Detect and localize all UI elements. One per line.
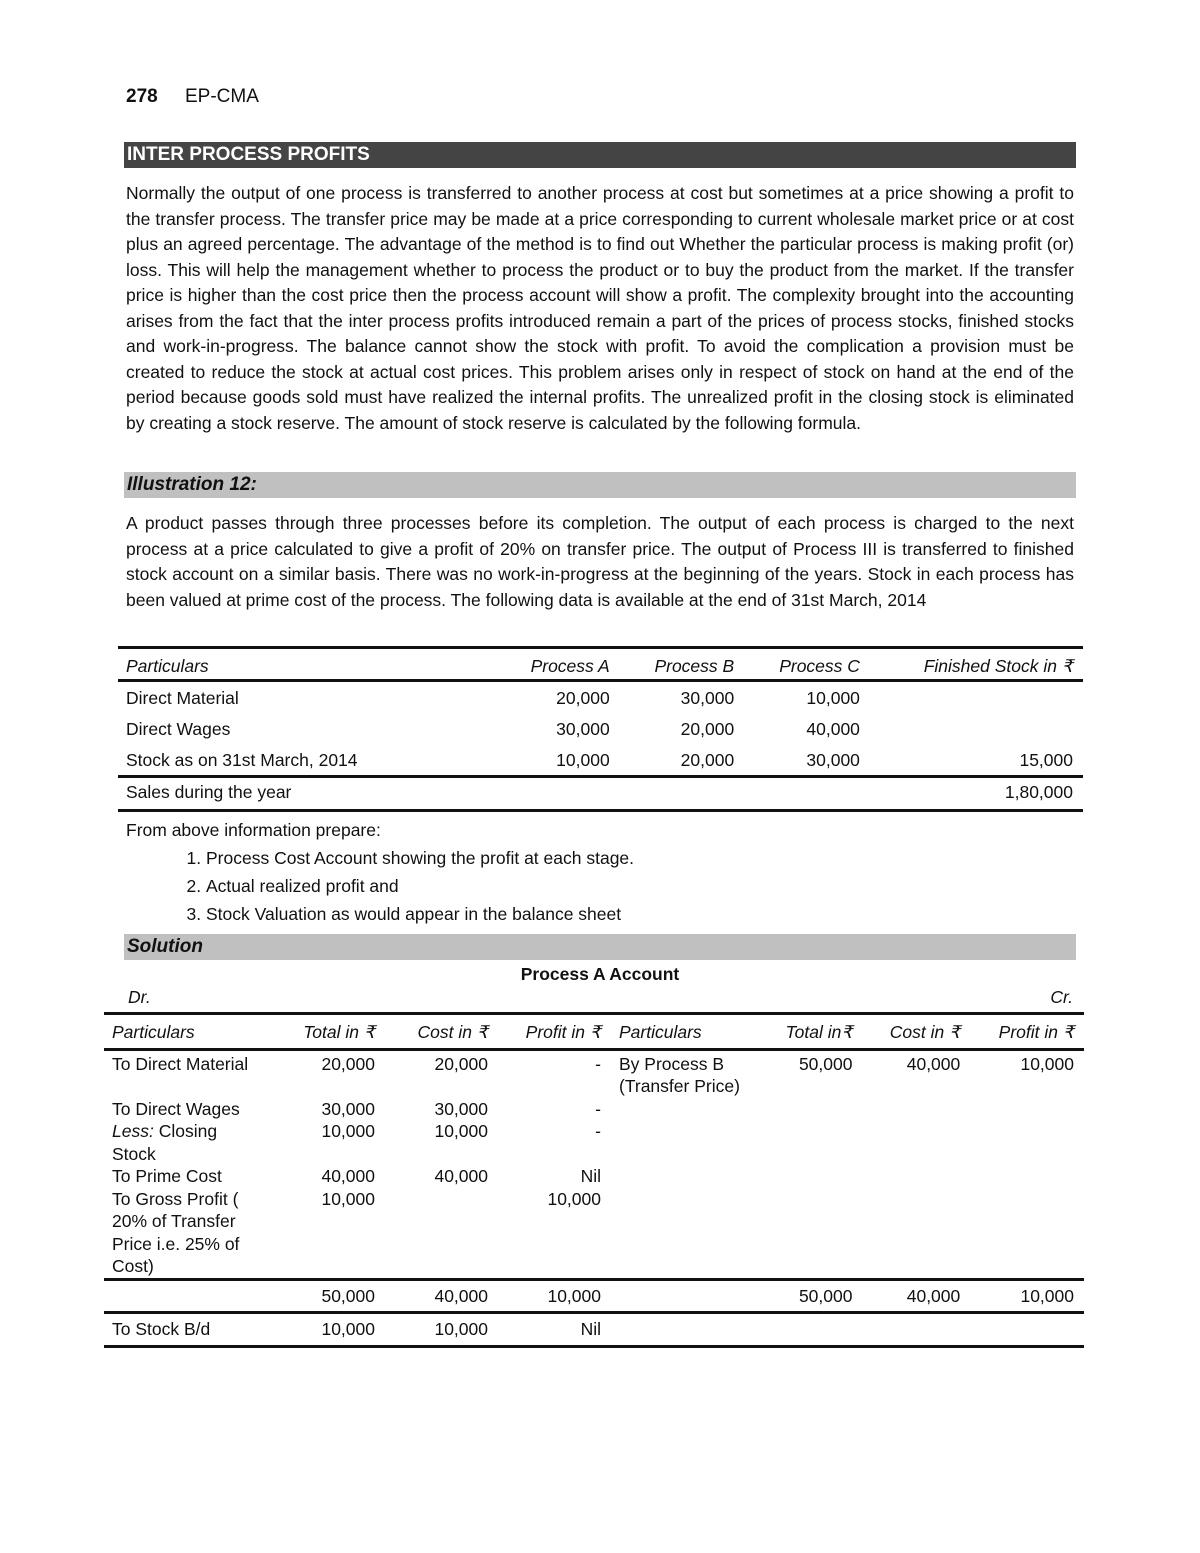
table-header-row — [118, 648, 1083, 681]
cell: 30,000 — [556, 719, 610, 739]
col-header: Cost in ₹ — [862, 1014, 970, 1050]
cell: 10,000 — [434, 1121, 488, 1141]
cell: Nil — [580, 1166, 601, 1186]
cell: 10,000 — [806, 688, 860, 708]
process-a-account-table — [104, 1012, 1084, 1348]
cell: To Stock B/d — [104, 1313, 272, 1347]
table-row — [118, 777, 1083, 811]
cell: 50,000 — [798, 1053, 853, 1074]
cell — [385, 1188, 498, 1280]
stock-bd-row — [104, 1313, 1084, 1347]
cell: To Gross Profit ( 20% of Transfer Price i.e. 25% of Cost) — [112, 1188, 240, 1276]
cell: 10,000 — [321, 1188, 375, 1209]
illustration-paragraph: A product passes through three processes before its completion. The output of each process is charged to the next process at a price calculated to give a profit of 20% on transfer price. The output of Process III is transferred to finished stock account on a similar basis. There was no work-in-progress at the beginning of the years. Stock in each process has been valued at prime cost of the process. The following data is available at the end of 31st March, 2014 — [126, 513, 1074, 610]
cell: 40,000 — [906, 1053, 961, 1074]
cell: Sales during the year — [118, 777, 496, 811]
cell: To Direct Wages — [112, 1098, 240, 1119]
book-code: EP-CMA — [184, 86, 259, 107]
col-header: Particulars — [118, 648, 496, 681]
table-row — [104, 1049, 1084, 1098]
cell: 20,000 — [556, 688, 610, 708]
cell: Stock as on 31st March, 2014 — [118, 744, 496, 777]
cell: 20,000 — [680, 719, 735, 739]
cell: 30,000 — [321, 1098, 375, 1119]
table-row — [104, 1188, 1084, 1280]
cell: 1,80,000 — [870, 777, 1083, 811]
table-row — [104, 1120, 1084, 1165]
cell: - — [595, 1121, 601, 1141]
intro-paragraph: Normally the output of one process is transferred to another process at cost but sometimes at a price showing a profit to the transfer process. The transfer price may be made at a price corresponding to current wholesale market price or at cost plus an agreed percentage. The advantage of the method is to find out Whether the particular process is making profit (or) loss. This will help the management whether to process the product or to buy the product from the market. If the transfer price is higher than the cost price then the process account will show a profit. The complexity brought into the accounting arises from the fact that the inter process profits introduced remain a part of the prices of process stocks, finished stocks and work-in-progress. The balance cannot show the stock with profit. To avoid the complication a provision must be created to reduce the stock at actual cost prices. This problem arises only in respect of stock on hand at the end of the period because goods sold must have realized the internal profits. The unrealized profit in the closing stock is eliminated by creating a stock reserve. The amount of stock reserve is calculated by the following formula. — [126, 183, 1074, 433]
cell: 30,000 — [744, 744, 870, 777]
illustration-data-table — [118, 646, 1083, 812]
cell — [620, 777, 745, 811]
cell: 30,000 — [434, 1098, 488, 1119]
cell — [870, 713, 1083, 744]
cell: 20,000 — [620, 744, 745, 777]
table-header-row — [104, 1014, 1084, 1050]
cell: 50,000 — [272, 1279, 385, 1313]
cell — [496, 777, 620, 811]
table-row — [118, 744, 1083, 777]
col-header: Total in ₹ — [272, 1014, 385, 1050]
col-header: Particulars — [104, 1014, 272, 1050]
prepare-list — [126, 816, 634, 928]
cell: By Process B (Transfer Price) — [619, 1053, 740, 1096]
cr-label: Cr. — [1050, 987, 1073, 1007]
cell: 10,000 — [1020, 1053, 1074, 1074]
cell: 10,000 — [970, 1279, 1084, 1313]
list-item: 2. Actual realized profit and — [206, 872, 634, 900]
cell: 10,000 — [496, 744, 620, 777]
illustration-title: Illustration 12: — [124, 472, 1076, 498]
cell — [870, 681, 1083, 714]
col-header: Profit in ₹ — [970, 1014, 1084, 1050]
cell — [744, 777, 870, 811]
cell: 40,000 — [385, 1279, 498, 1313]
cell: 40,000 — [862, 1279, 970, 1313]
col-header: Particulars — [611, 1014, 759, 1050]
col-header: Process C — [744, 648, 870, 681]
cell: Nil — [498, 1313, 611, 1347]
cell: Direct Material — [126, 688, 239, 708]
list-item: 1. Process Cost Account showing the profit at each stage. — [206, 844, 634, 872]
cell: 30,000 — [680, 688, 735, 708]
list-item: 3. Stock Valuation as would appear in the balance sheet — [206, 900, 634, 928]
table-row — [118, 713, 1083, 744]
section-title: INTER PROCESS PROFITS — [124, 142, 1076, 168]
cell: Less: Closing Stock — [112, 1121, 218, 1164]
col-header: Finished Stock in ₹ — [870, 648, 1083, 681]
cell: 10,000 — [547, 1188, 601, 1209]
cell: - — [595, 1098, 601, 1119]
page-number: 278 — [126, 86, 158, 107]
cell: To Direct Material — [112, 1053, 249, 1074]
cell: 20,000 — [434, 1053, 488, 1074]
cell: To Prime Cost — [112, 1166, 222, 1186]
cell: 40,000 — [434, 1166, 488, 1186]
cell: 20,000 — [321, 1053, 375, 1074]
cell: 10,000 — [498, 1279, 611, 1313]
page-header — [126, 86, 259, 108]
cell: - — [595, 1053, 601, 1074]
prepare-intro: From above information prepare: — [126, 820, 381, 840]
col-header: Total in₹ — [759, 1014, 862, 1050]
cell: 10,000 — [385, 1313, 498, 1347]
table-row — [104, 1098, 1084, 1121]
cell: 10,000 — [272, 1313, 385, 1347]
less-prefix: Less: — [112, 1121, 154, 1141]
col-header: Process A — [496, 648, 620, 681]
cell: 15,000 — [870, 744, 1083, 777]
cell: 40,000 — [806, 719, 860, 739]
cell: Direct Wages — [126, 719, 231, 739]
col-header: Process B — [620, 648, 745, 681]
account-title: Process A Account — [520, 964, 680, 984]
totals-row — [104, 1279, 1084, 1313]
dr-label: Dr. — [128, 987, 151, 1007]
col-header: Profit in ₹ — [498, 1014, 611, 1050]
col-header: Cost in ₹ — [385, 1014, 498, 1050]
table-row — [118, 681, 1083, 714]
solution-title: Solution — [124, 934, 1076, 960]
cell: 10,000 — [321, 1121, 375, 1141]
table-row — [104, 1165, 1084, 1188]
cell: 40,000 — [321, 1166, 375, 1186]
cell: 50,000 — [759, 1279, 862, 1313]
